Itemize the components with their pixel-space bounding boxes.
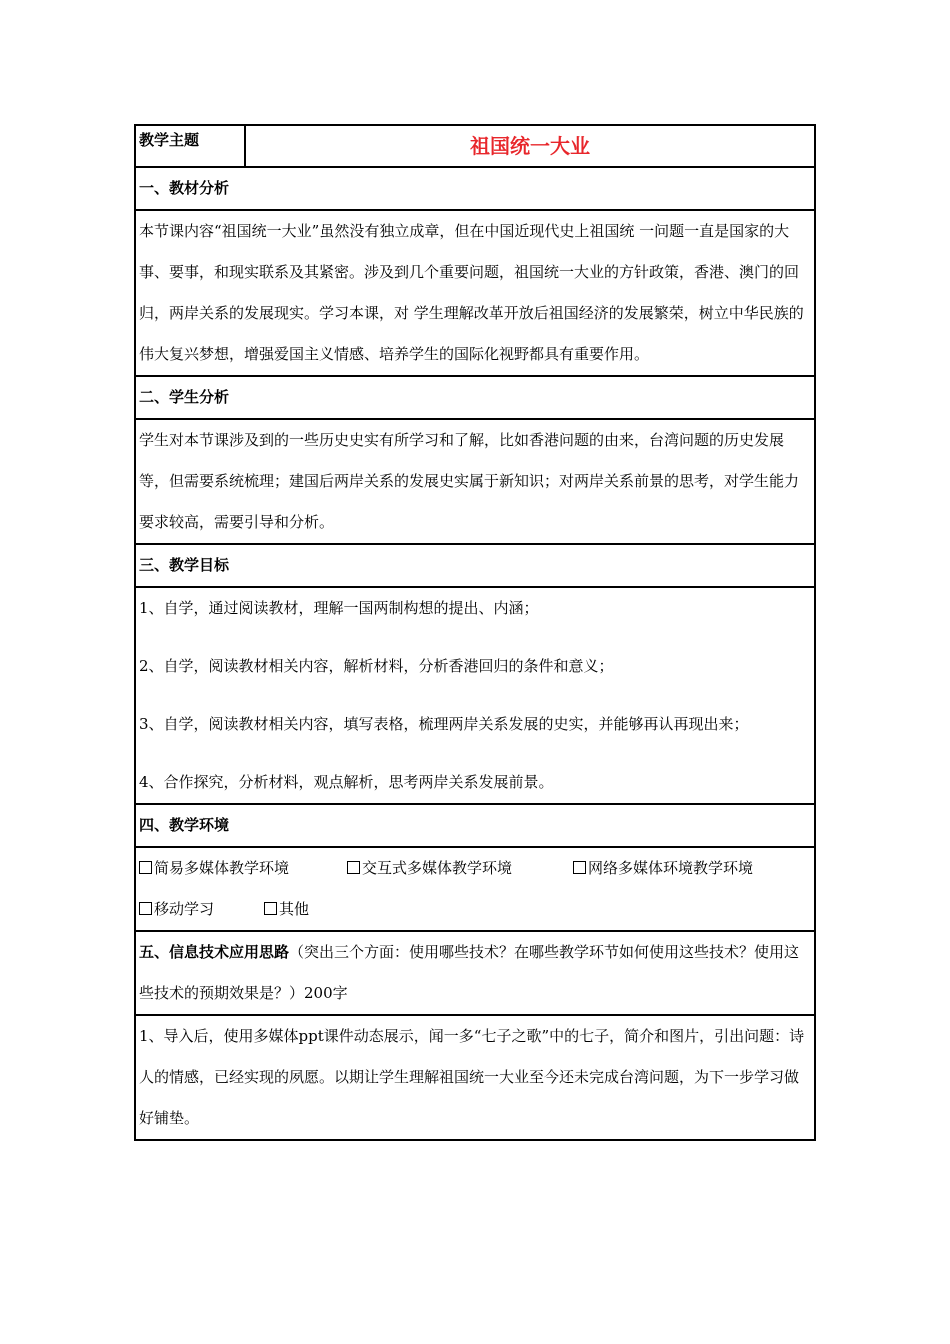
tech-application-text: 1、导入后，使用多媒体ppt课件动态展示，闻一多“七子之歌”中的七子，简介和图片，引出问题：诗人的情感，已经实现的夙愿。以期让学生理解祖国统一大业至今还未完成台湾问题，为下一步学习做好铺垫。 (139, 1027, 805, 1127)
checkbox-icon[interactable] (264, 902, 277, 915)
teaching-environment-body (135, 847, 815, 931)
teaching-goals-body (135, 587, 815, 804)
lesson-plan-page (134, 124, 814, 1141)
env-option-other[interactable]: 其他 (264, 889, 309, 930)
teaching-environment-heading: 四、教学环境 (135, 804, 815, 847)
goal-item: 2、自学，阅读教材相关内容，解析材料，分析香港回归的条件和意义； (139, 657, 614, 675)
tech-application-note: （突出三个方面：使用哪些技术？在哪些教学环节如何使用这些技术？使用这些技术的预期效果是？）200字 (139, 943, 800, 1002)
checkbox-icon[interactable] (139, 861, 152, 874)
env-option-mobile[interactable]: 移动学习 (139, 889, 264, 930)
teaching-goals-heading: 三、教学目标 (135, 544, 815, 587)
lesson-title: 祖国统一大业 (245, 125, 815, 167)
tech-application-body (135, 1015, 815, 1140)
topic-label: 教学主题 (135, 125, 245, 167)
env-option-simple[interactable]: 简易多媒体教学环境 (139, 848, 347, 889)
goal-item: 3、自学，阅读教材相关内容，填写表格，梳理两岸关系发展的史实，并能够再认再现出来； (139, 715, 749, 733)
env-option-network[interactable]: 网络多媒体环境教学环境 (573, 848, 753, 889)
tech-application-heading: 五、信息技术应用思路 (139, 943, 290, 961)
material-analysis-heading: 一、教材分析 (135, 167, 815, 210)
student-analysis-body (135, 419, 815, 544)
checkbox-icon[interactable] (347, 861, 360, 874)
checkbox-icon[interactable] (139, 902, 152, 915)
tech-application-header (135, 931, 815, 1015)
material-analysis-text: 本节课内容“祖国统一大业”虽然没有独立成章，但在中国近现代史上祖国统 一问题一直是国家的大事、要事，和现实联系及其紧密。涉及到几个重要问题，祖国统一大业的方针政策，香港、澳门的回归，两岸关系的发展现实。学习本课，对 学生理解改革开放后祖国经济的发展繁荣，树立中华民族的伟大复兴梦想，增强爱国主义情感、培养学生的国际化视野都具有重要作用。 (139, 222, 804, 363)
checkbox-icon[interactable] (573, 861, 586, 874)
student-analysis-heading: 二、学生分析 (135, 376, 815, 419)
goal-item: 4、合作探究，分析材料，观点解析，思考两岸关系发展前景。 (139, 773, 554, 791)
student-analysis-text: 学生对本节课涉及到的一些历史史实有所学习和了解，比如香港问题的由来，台湾问题的历史发展等，但需要系统梳理；建国后两岸关系的发展史实属于新知识；对两岸关系前景的思考，对学生能力要求较高，需要引导和分析。 (139, 431, 800, 531)
material-analysis-body (135, 210, 815, 376)
lesson-plan-table (134, 124, 816, 1141)
env-option-interactive[interactable]: 交互式多媒体教学环境 (347, 848, 573, 889)
goal-item: 1、自学，通过阅读教材，理解一国两制构想的提出、内涵； (139, 599, 539, 617)
